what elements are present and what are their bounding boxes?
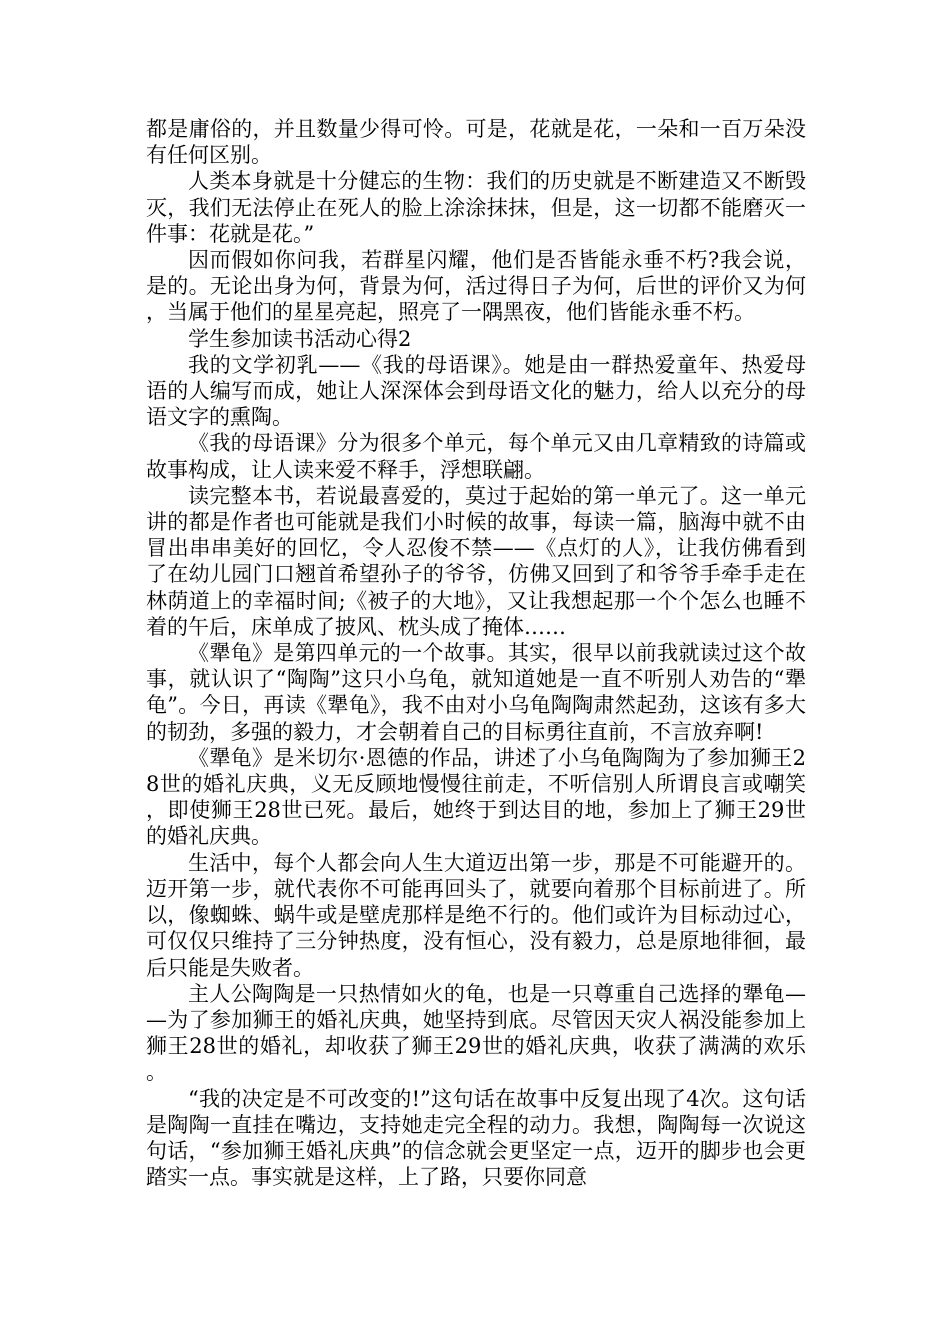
- paragraph: “我的决定是不可改变的!”这句话在故事中反复出现了4次。这句话是陶陶一直挂在嘴边，支持她走完全程的动力。我想，陶陶每一次说这句话，“参加狮王婚礼庆典”的信念就会更坚定一点，迈开的脚步也会更踏实一点。事实就是这样，上了路，只要你同意: [146, 1086, 806, 1190]
- section-heading: 学生参加读书活动心得2: [188, 326, 412, 351]
- paragraph: 因而假如你问我，若群星闪耀，他们是否皆能永垂不朽?我会说，是的。无论出身为何，背景为何，活过得日子为何，后世的评价又为何，当属于他们的星星亮起，照亮了一隅黑夜，他们皆能永垂不朽。: [146, 248, 806, 325]
- paragraph: 《犟龟》是第四单元的一个故事。其实，很早以前我就读过这个故事，就认识了“陶陶”这只小乌龟，就知道她是一直不听别人劝告的“犟龟”。今日，再读《犟龟》，我不由对小乌龟陶陶肃然起劲，这该有多大的韧劲，多强的毅力，才会朝着自己的目标勇往直前，不言放弃啊!: [146, 641, 806, 744]
- paragraph: 《犟龟》是米切尔·恩德的作品，讲述了小乌龟陶陶为了参加狮王28世的婚礼庆典，义无反顾地慢慢往前走，不听信别人所谓良言或嘲笑，即使狮王28世已死。最后，她终于到达目的地，参加上了狮王29世的婚礼庆典。: [146, 745, 806, 849]
- paragraph: 我的文学初乳——《我的母语课》。她是由一群热爱童年、热爱母语的人编写而成，她让人深深体会到母语文化的魅力，给人以充分的母语文字的熏陶。: [146, 352, 806, 430]
- paragraph: 人类本身就是十分健忘的生物：我们的历史就是不断建造又不断毁灭，我们无法停止在死人的脸上涂涂抹抹，但是，这一切都不能磨灭一件事：花就是花。”: [146, 169, 806, 246]
- paragraph: 都是庸俗的，并且数量少得可怜。可是，花就是花，一朵和一百万朵没有任何区别。: [146, 117, 806, 168]
- paragraph: 生活中，每个人都会向人生大道迈出第一步，那是不可能避开的。迈开第一步，就代表你不可能再回头了，就要向着那个目标前进了。所以，像蜘蛛、蜗牛或是壁虎那样是绝不行的。他们或许为目标动过心，可仅仅只维持了三分钟热度，没有恒心，没有毅力，总是原地徘徊，最后只能是失败者。: [146, 850, 806, 980]
- document-page: [146, 116, 806, 1190]
- paragraph: 读完整本书，若说最喜爱的，莫过于起始的第一单元了。这一单元讲的都是作者也可能就是我们小时候的故事，每读一篇，脑海中就不由冒出串串美好的回忆，令人忍俊不禁——《点灯的人》，让我仿佛看到了在幼儿园门口翘首希望孙子的爷爷，仿佛又回到了和爷爷手牵手走在林荫道上的幸福时间;《被子的大地》，又让我想起那一个个怎么也睡不着的午后，床单成了披风、枕头成了掩体……: [146, 483, 806, 639]
- paragraph: 主人公陶陶是一只热情如火的龟，也是一只尊重自己选择的犟龟——为了参加狮王的婚礼庆典，她坚持到底。尽管因天灾人祸没能参加上狮王28世的婚礼，却收获了狮王29世的婚礼庆典，收获了满满的欢乐。: [146, 981, 806, 1085]
- paragraph: 《我的母语课》分为很多个单元，每个单元又由几章精致的诗篇或故事构成，让人读来爱不释手，浮想联翩。: [146, 431, 806, 482]
